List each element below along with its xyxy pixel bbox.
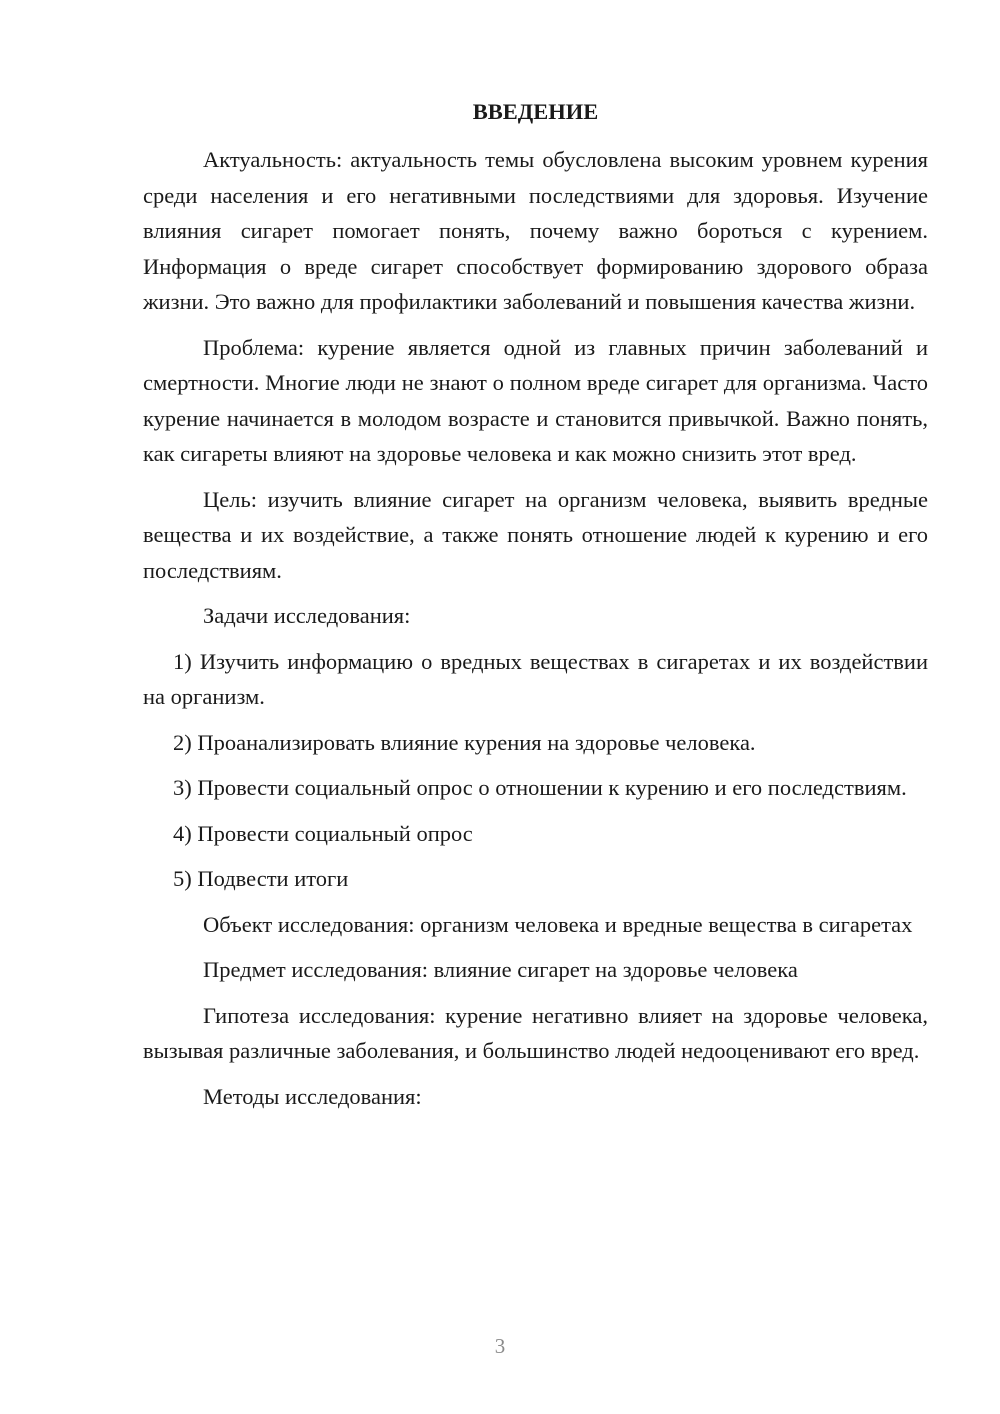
tasks-heading: Задачи исследования:	[203, 603, 411, 628]
methods-heading: Методы исследования:	[203, 1083, 422, 1109]
task-item-2: 2) Проанализировать влияние курения на здоровье человека.	[173, 729, 756, 755]
paragraph-subject: Предмет исследования: влияние сигарет на здоровье человека	[203, 957, 798, 982]
paragraph-goal: Цель: изучить влияние сигарет на организм человека, выявить вредные вещества и их воздействие, а также понять отношение людей к курению и его последствиям.	[143, 486, 928, 583]
document-page	[143, 92, 928, 1124]
paragraph-problem: Проблема: курение является одной из главных причин заболеваний и смертности. Многие люди не знают о полном вреде сигарет для организма. Часто курение начинается в молодом возрасте и становится привычкой. Важно понять, как сигареты влияют на здоровье человека и как можно снизить этот вред.	[143, 334, 928, 466]
task-item-5: 5) Подвести итоги	[173, 866, 349, 891]
paragraph-relevance: Актуальность: актуальность темы обусловлена высоким уровнем курения среди населения и его негативными последствиями для здоровья. Изучение влияния сигарет помогает понять, почему важно бороться с курением. Информация о вреде сигарет способствует формированию здорового образа жизни. Это важно для профилактики заболеваний и повышения качества жизни.	[143, 147, 928, 314]
page-number: 3	[494, 1334, 506, 1358]
task-item-4: 4) Провести социальный опрос	[173, 820, 473, 846]
task-item-1: 1) Изучить информацию о вредных веществах в сигаретах и их воздействии на организм.	[143, 648, 928, 709]
paragraph-hypothesis: Гипотеза исследования: курение негативно влияет на здоровье человека, вызывая различные заболевания, и большинство людей недооценивают его вред.	[143, 1002, 928, 1063]
task-item-3: 3) Провести социальный опрос о отношении к курению и его последствиям.	[173, 775, 907, 800]
section-title: ВВЕДЕНИЕ	[472, 99, 599, 124]
paragraph-object: Объект исследования: организм человека и вредные вещества в сигаретах	[203, 911, 913, 937]
